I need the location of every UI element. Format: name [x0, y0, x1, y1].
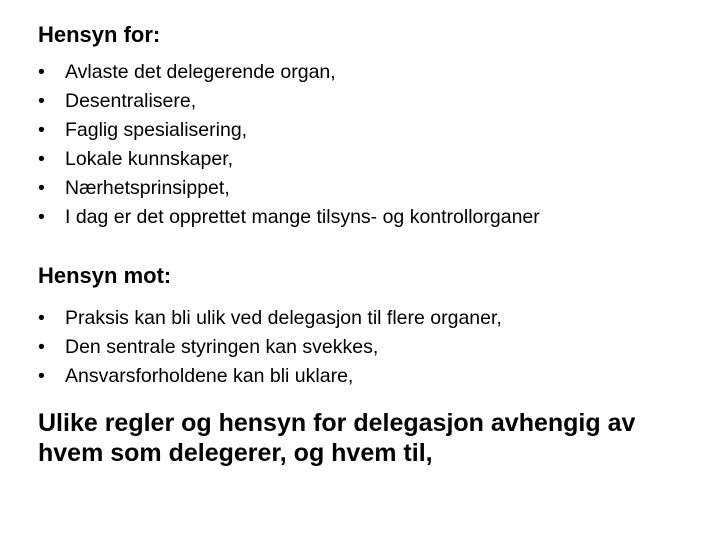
list-item-text: Praksis kan bli ulik ved delegasjon til flere organer, [65, 307, 502, 329]
list-item [38, 145, 540, 174]
heading-for: Hensyn for: [38, 22, 161, 47]
list-item-text: I dag er det opprettet mange tilsyns- og kontrollorganer [65, 206, 540, 228]
heading-mot: Hensyn mot: [38, 263, 172, 288]
summary-line: Ulike regler og hensyn for delegasjon avhengig av [38, 409, 636, 437]
bullet-icon: • [38, 307, 45, 329]
list-item [38, 304, 502, 333]
list-item [38, 87, 540, 116]
list-item [38, 58, 540, 87]
bullet-icon: • [38, 119, 45, 141]
list-for [38, 58, 540, 232]
summary-text [38, 408, 698, 468]
bullet-icon: • [38, 61, 45, 83]
list-mot [38, 304, 502, 391]
list-item-text: Lokale kunnskaper, [65, 148, 234, 170]
bullet-icon: • [38, 336, 45, 358]
bullet-icon: • [38, 206, 45, 228]
list-item [38, 333, 502, 362]
list-item [38, 203, 540, 232]
bullet-icon: • [38, 148, 45, 170]
list-item [38, 362, 502, 391]
list-item-text: Den sentrale styringen kan svekkes, [65, 336, 379, 358]
list-item-text: Avlaste det delegerende organ, [65, 61, 336, 83]
list-item-text: Ansvarsforholdene kan bli uklare, [65, 365, 354, 387]
bullet-icon: • [38, 365, 45, 387]
bullet-icon: • [38, 90, 45, 112]
list-item [38, 116, 540, 145]
list-item-text: Faglig spesialisering, [65, 119, 248, 141]
list-item-text: Desentralisere, [65, 90, 197, 112]
list-item [38, 174, 540, 203]
list-item-text: Nærhetsprinsippet, [65, 177, 230, 199]
summary-line: hvem som delegerer, og hvem til, [38, 439, 433, 467]
bullet-icon: • [38, 177, 45, 199]
